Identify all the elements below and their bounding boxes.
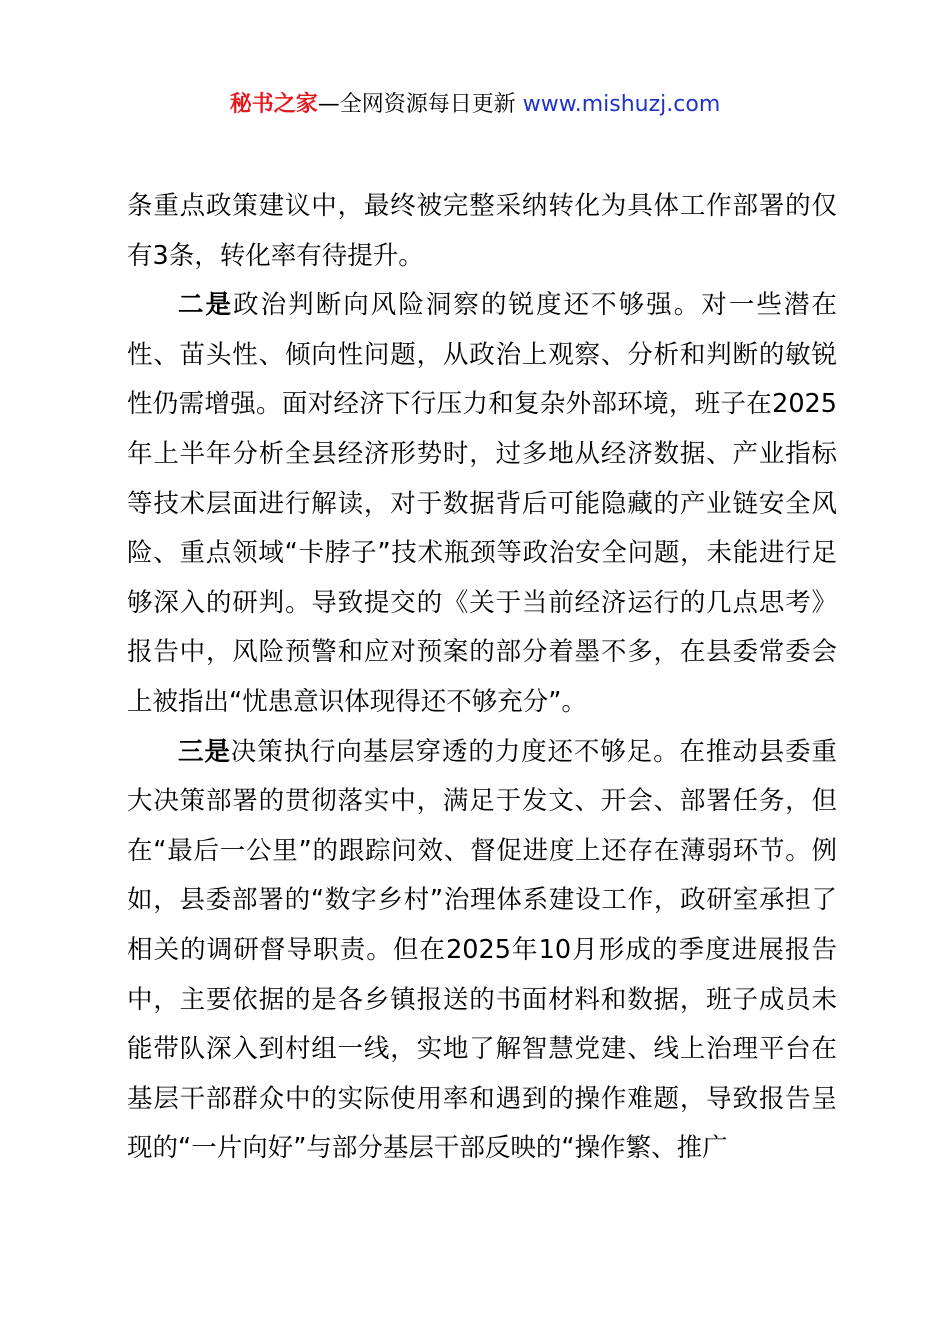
document-body xyxy=(127,182,837,1174)
site-url-link[interactable]: www.mishuzj.com xyxy=(522,92,721,117)
page-header xyxy=(0,88,950,122)
paragraph-point-two xyxy=(127,281,837,727)
site-brand: 秘书之家 xyxy=(229,92,318,117)
site-slogan: —全网资源每日更新 xyxy=(317,92,516,117)
point-two-text: 政治判断向风险洞察的锐度还不够强。对一些潜在性、苗头性、倾向性问题，从政治上观察、分析和判断的敏锐性仍需增强。面对经济下行压力和复杂外部环境，班子在2025年上半年分析全县经济形势时，过多地从经济数据、产业指标等技术层面进行解读，对于数据背后可能隐藏的产业链安全风险、重点领域“卡脖子”技术瓶颈等政治安全问题，未能进行足够深入的研判。导致提交的《关于当前经济运行的几点思考》报告中，风险预警和应对预案的部分着墨不多，在县委常委会上被指出“忧患意识体现得还不够充分”。 xyxy=(127,290,837,717)
point-two-lead: 二是 xyxy=(178,290,234,321)
point-three-lead: 三是 xyxy=(178,736,231,767)
point-three-text: 决策执行向基层穿透的力度还不够足。在推动县委重大决策部署的贯彻落实中，满足于发文、开会、部署任务，但在“最后一公里”的跟踪问效、督促进度上还存在薄弱环节。例如，县委部署的“数字乡村”治理体系建设工作，政研室承担了相关的调研督导职责。但在2025年10月形成的季度进展报告中，主要依据的是各乡镇报送的书面材料和数据，班子成员未能带队深入到村组一线，实地了解智慧党建、线上治理平台在基层干部群众中的实际使用率和遇到的操作难题，导致报告呈现的“一片向好”与部分基层干部反映的“操作繁、推广 xyxy=(127,736,837,1164)
paragraph-point-three xyxy=(127,728,837,1174)
paragraph-continuation: 条重点政策建议中，最终被完整采纳转化为具体工作部署的仅有3条，转化率有待提升。 xyxy=(127,191,837,271)
